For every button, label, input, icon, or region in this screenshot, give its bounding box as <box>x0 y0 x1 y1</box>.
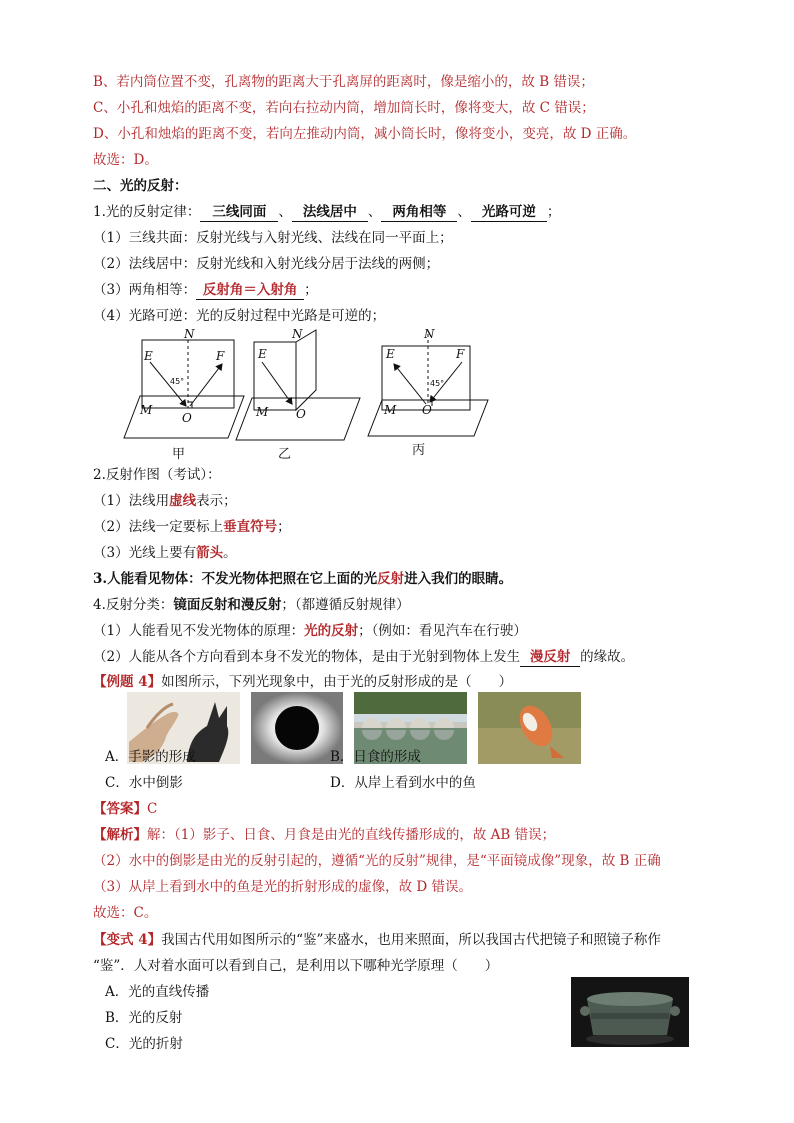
photo-bronze-jian <box>571 977 689 1047</box>
types-title-prefix: 4.反射分类： <box>93 597 174 613</box>
diagram-3-n: N <box>424 327 435 341</box>
right-handle <box>670 1006 680 1016</box>
drawing-point-1-key: 虚线 <box>169 493 197 509</box>
variant4-tag: 【变式 4】 <box>93 932 162 948</box>
vessel-rim <box>587 992 673 1006</box>
analysis-option-d: D、小孔和烛焰的距离不变，若向左推动内筒，减小筒长时，像将变小，变亮，故 D 正确。 <box>93 126 637 142</box>
diagram-2-o: O <box>296 407 306 421</box>
moon-disk <box>275 706 319 750</box>
example4-analysis-1 <box>93 826 555 844</box>
drawing-point-3-end: 。 <box>223 545 237 561</box>
example4-option-d: D．从岸上看到水中的鱼 <box>330 775 476 791</box>
types-point-2-fill: 漫反射 <box>520 648 580 667</box>
law-point-4: （4）光路可逆：光的反射过程中光路是可逆的； <box>93 308 386 324</box>
drawing-point-2-key: 垂直符号 <box>223 519 278 535</box>
law-point-3 <box>93 281 318 300</box>
diagram-1-right-angle <box>188 402 192 408</box>
diagram-1-n: N <box>184 327 195 341</box>
law-end: ； <box>546 204 561 220</box>
drawing-point-1-prefix: （1）法线用 <box>93 493 170 509</box>
variant4-option-b: B．光的反射 <box>105 1010 183 1026</box>
law-point-2: （2）法线居中：反射光线和入射光线分居于法线的两侧； <box>93 256 440 272</box>
types-title-bold: 镜面反射和漫反射 <box>173 597 282 613</box>
law-point-3-end: ； <box>304 282 318 298</box>
types-point-2-end: 的缘故。 <box>580 649 635 665</box>
analysis-1-text: 解：（1）影子、日食、月食是由光的直线传播形成的，故 AB 错误； <box>147 827 556 843</box>
example4-answer <box>93 800 157 818</box>
analysis-2-prefix: （2）水中的倒影是由光的反射引起的，遵循 <box>93 853 359 869</box>
types-point-1-key: 光的反射 <box>304 623 359 639</box>
reflection-diagrams <box>118 326 638 464</box>
types-point-2 <box>93 648 634 667</box>
drawing-point-2 <box>93 518 291 536</box>
analysis-2-mid: 规律，是 <box>425 853 480 869</box>
example4-analysis-2 <box>93 852 661 870</box>
drawing-point-1 <box>93 492 237 510</box>
example4-question-text: 如图所示，下列光现象中，由于光的反射形成的是（ ） <box>161 674 513 690</box>
drawing-point-3 <box>93 544 237 562</box>
diagram-1-angle: 45° <box>170 377 185 386</box>
example4-analysis-3: （3）从岸上看到水中的鱼是光的折射形成的虚像，故 D 错误。 <box>93 879 472 895</box>
drawing-point-3-prefix: （3）光线上要有 <box>93 545 197 561</box>
diagram-1-m: M <box>140 403 153 417</box>
types-point-1-prefix: （1）人能看见不发光物体的原理： <box>93 623 305 639</box>
law-sep-3: 、 <box>457 204 471 220</box>
analysis-2-quote-2: “平面镜成像” <box>479 853 562 869</box>
variant4-question-line-1 <box>93 931 661 949</box>
law-point-3-fill: 反射角＝入射角 <box>196 281 304 300</box>
law-point-3-prefix: （3）两角相等： <box>93 282 197 298</box>
reflection-law-line <box>93 203 560 222</box>
law-fill-1: 三线同面 <box>200 203 278 222</box>
variant4-question-1: 我国古代用如图所示的“鉴”来盛水，也用来照面，所以我国古代把镜子和照镜子称作 <box>161 932 661 948</box>
drawing-point-3-key: 箭头 <box>196 545 224 561</box>
analysis-2-quote-1: “光的反射” <box>358 853 426 869</box>
answer-value: C <box>147 801 158 817</box>
diagram-1-f: F <box>216 349 225 363</box>
diagram-3-label: 丙 <box>412 443 426 458</box>
example4-choice: 故选：C。 <box>93 905 158 921</box>
drawing-point-2-prefix: （2）法线一定要标上 <box>93 519 224 535</box>
analysis-option-c: C、小孔和烛焰的距离不变，若向右拉动内筒，增加筒长时，像将变大，故 C 错误； <box>93 100 595 116</box>
law-prefix: 1.光的反射定律： <box>93 204 201 220</box>
types-title <box>93 596 410 614</box>
diagram-3-o: O <box>422 403 432 417</box>
drawing-title: 2.反射作图（考试）： <box>93 467 221 483</box>
see-key: 反射 <box>377 571 405 587</box>
diagram-2-n: N <box>292 327 303 341</box>
variant4-option-c: C．光的折射 <box>105 1036 183 1052</box>
drawing-point-2-end: ； <box>277 519 291 535</box>
fish-picture <box>478 692 581 764</box>
diagram-2-m: M <box>256 405 269 419</box>
analysis-choice: 故选：D。 <box>93 152 158 168</box>
bronze-jian-picture <box>571 977 689 1047</box>
types-point-1 <box>93 622 527 640</box>
example4-tag: 【例题 4】 <box>93 674 162 690</box>
answer-tag: 【答案】 <box>93 801 147 817</box>
see-end: 进入我们的眼睛。 <box>404 571 513 587</box>
analysis-option-b: B、若内筒位置不变，孔离物的距离大于孔离屏的距离时，像是缩小的，故 B 错误； <box>93 74 594 90</box>
law-fill-4: 光路可逆 <box>471 203 547 222</box>
see-prefix: 3.人能看见物体：不发光物体把照在它上面的光 <box>93 571 378 587</box>
diagram-3-angle: 45° <box>430 379 445 388</box>
diagram-3-reflected-ray <box>394 364 426 404</box>
law-point-1: （1）三线共面：反射光线与入射光线、法线在同一平面上； <box>93 230 453 246</box>
law-fill-2: 法线居中 <box>292 203 368 222</box>
analysis-tag: 【解析】 <box>93 827 147 843</box>
diagram-3-m: M <box>384 403 397 417</box>
types-title-end: ；（都遵循反射规律） <box>281 597 410 613</box>
law-sep-2: 、 <box>367 204 382 220</box>
example4-option-b: B．日食的形成 <box>330 749 421 765</box>
variant4-question-line-2: “鉴”．人对着水面可以看到自己，是利用以下哪种光学原理（ ） <box>93 958 499 974</box>
law-sep-1: 、 <box>278 204 292 220</box>
diagram-1-label: 甲 <box>172 447 186 462</box>
law-fill-3: 两角相等 <box>381 203 457 222</box>
diagram-2-e: E <box>258 347 267 361</box>
diagram-3-e: E <box>386 347 395 361</box>
section-title: 二、光的反射： <box>93 178 188 194</box>
photo-fish <box>478 692 581 764</box>
types-point-2-prefix: （2）人能从各个方向看到本身不发光的物体，是由于光射到物体上发生 <box>93 649 521 665</box>
example4-question <box>93 673 512 691</box>
diagram-1-o: O <box>182 411 192 425</box>
drawing-point-1-end: 表示； <box>196 493 237 509</box>
diagram-1-e: E <box>144 349 153 363</box>
example4-option-a: A．手影的形成 <box>105 749 196 765</box>
left-handle <box>580 1006 590 1016</box>
see-objects-line <box>93 570 512 588</box>
types-point-1-end: ；（例如：看见汽车在行驶） <box>358 623 527 639</box>
diagram-1-reflected-ray <box>190 364 222 406</box>
analysis-2-end: 现象，故 B 正确 <box>561 853 661 869</box>
variant4-option-a: A．光的直线传播 <box>105 984 210 1000</box>
diagram-3-f: F <box>456 347 465 361</box>
example4-option-c: C．水中倒影 <box>105 775 183 791</box>
diagram-2-label: 乙 <box>278 447 292 462</box>
